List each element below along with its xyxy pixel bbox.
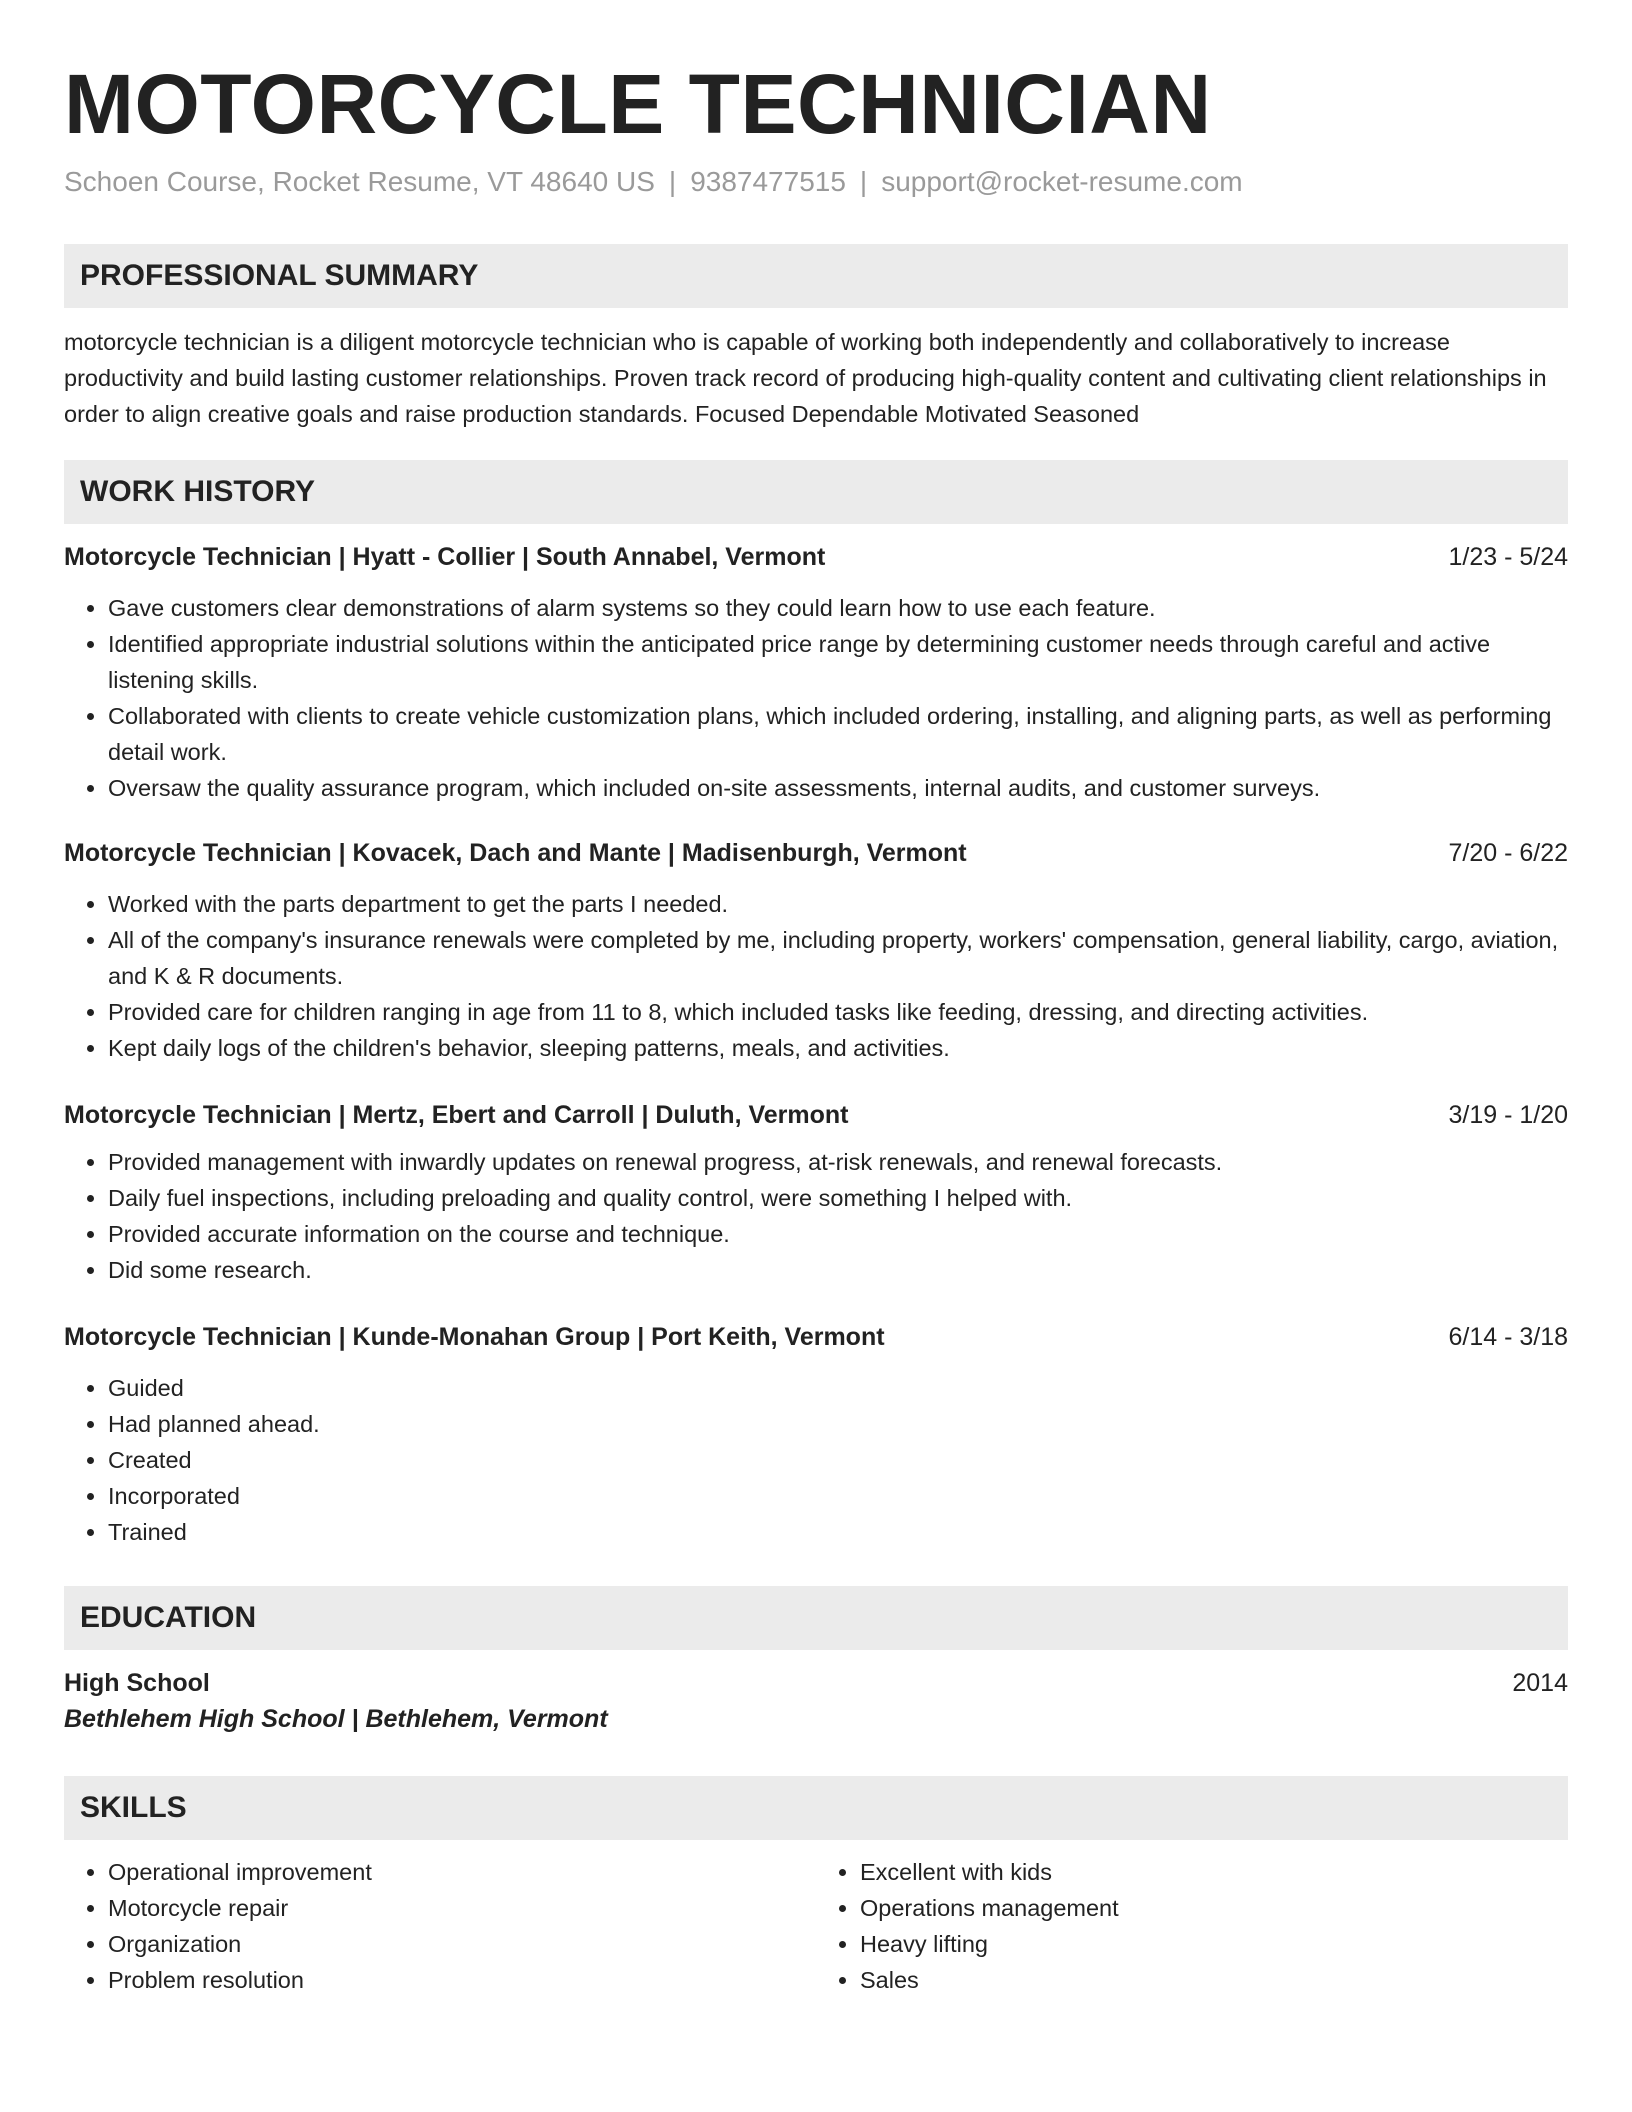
job-bullet-list: [64, 1370, 1568, 1550]
job-bullet: • Trained: [108, 1514, 1568, 1550]
summary-text: motorcycle technician is a diligent motorcycle technician who is capable of working both independently and collaboratively to increase productivity and build lasting customer relationships. Proven track record of producing high-quality content and cultivating client relationships in order to align creative goals and raise production standards. Focused Dependable Motivated Seasoned: [64, 329, 1547, 427]
education-year: 2014: [1512, 1669, 1568, 1697]
job-title: Motorcycle Technician | Mertz, Ebert and Carroll | Duluth, Vermont: [64, 1101, 849, 1129]
skill-item: • Operations management: [860, 1890, 1568, 1926]
job-entry: [64, 836, 1568, 1066]
job-bullet: • Incorporated: [108, 1478, 1568, 1514]
resume-title: MOTORCYCLE TECHNICIAN: [64, 57, 1212, 151]
job-bullet: • Provided accurate information on the course and technique.: [108, 1216, 1568, 1252]
job-bullet: • Oversaw the quality assurance program, which included on-site assessments, internal audits, and customer surveys.: [108, 770, 1568, 806]
skill-item: • Problem resolution: [108, 1962, 816, 1998]
job-bullet: • Created: [108, 1442, 1568, 1478]
education-school: Bethlehem High School | Bethlehem, Vermont: [64, 1705, 608, 1733]
job-bullet: • Had planned ahead.: [108, 1406, 1568, 1442]
job-bullet-list: [64, 590, 1568, 806]
section-heading-skills: SKILLS: [64, 1776, 1568, 1840]
contact-address: Schoen Course, Rocket Resume, VT 48640 US: [64, 166, 655, 197]
job-entry: [64, 1320, 1568, 1550]
job-bullet: • Provided management with inwardly updates on renewal progress, at-risk renewals, and renewal forecasts.: [108, 1144, 1568, 1180]
job-header: [64, 836, 1568, 870]
job-bullet: • Kept daily logs of the children's behavior, sleeping patterns, meals, and activities.: [108, 1030, 1568, 1066]
job-header: [64, 540, 1568, 574]
education-degree: High School: [64, 1669, 210, 1697]
contact-separator: |: [859, 166, 868, 197]
job-title: Motorcycle Technician | Kunde-Monahan Group | Port Keith, Vermont: [64, 1323, 885, 1351]
job-bullet: • Provided care for children ranging in age from 11 to 8, which included tasks like feeding, dressing, and directing activities.: [108, 994, 1568, 1030]
job-header: [64, 1320, 1568, 1354]
job-header: [64, 1098, 1568, 1132]
job-bullet: • All of the company's insurance renewals were completed by me, including property, workers' compensation, general liability, cargo, aviation, and K & R documents.: [108, 922, 1568, 994]
job-title: Motorcycle Technician | Kovacek, Dach and Mante | Madisenburgh, Vermont: [64, 839, 967, 867]
job-dates: 3/19 - 1/20: [1448, 1101, 1568, 1129]
section-heading-work-history: WORK HISTORY: [64, 460, 1568, 524]
contact-separator: |: [668, 166, 677, 197]
skills-list-left: [64, 1854, 816, 1998]
contact-line: [64, 164, 1568, 200]
skill-item: • Motorcycle repair: [108, 1890, 816, 1926]
job-dates: 7/20 - 6/22: [1448, 839, 1568, 867]
contact-phone: 9387477515: [690, 166, 846, 197]
section-heading-education: EDUCATION: [64, 1586, 1568, 1650]
job-title: Motorcycle Technician | Hyatt - Collier | South Annabel, Vermont: [64, 543, 826, 571]
skills-grid: [64, 1854, 1568, 1998]
job-bullet: • Identified appropriate industrial solutions within the anticipated price range by determining customer needs through careful and active listening skills.: [108, 626, 1568, 698]
job-dates: 6/14 - 3/18: [1448, 1323, 1568, 1351]
skills-list-right: [816, 1854, 1568, 1998]
job-bullet: • Guided: [108, 1370, 1568, 1406]
job-bullet: • Did some research.: [108, 1252, 1568, 1288]
job-bullet-list: [64, 886, 1568, 1066]
job-entry: [64, 1098, 1568, 1288]
skill-item: • Excellent with kids: [860, 1854, 1568, 1890]
skill-item: • Organization: [108, 1926, 816, 1962]
job-bullet: • Collaborated with clients to create vehicle customization plans, which included ordering, installing, and aligning parts, as well as performing detail work.: [108, 698, 1568, 770]
job-bullet: • Worked with the parts department to get the parts I needed.: [108, 886, 1568, 922]
skill-item: • Heavy lifting: [860, 1926, 1568, 1962]
job-entry: [64, 540, 1568, 806]
skill-item: • Operational improvement: [108, 1854, 816, 1890]
job-dates: 1/23 - 5/24: [1448, 543, 1568, 571]
job-bullet-list: [64, 1144, 1568, 1288]
section-heading-summary: PROFESSIONAL SUMMARY: [64, 244, 1568, 308]
job-bullet: • Daily fuel inspections, including preloading and quality control, were something I helped with.: [108, 1180, 1568, 1216]
skill-item: • Sales: [860, 1962, 1568, 1998]
job-bullet: • Gave customers clear demonstrations of alarm systems so they could learn how to use each feature.: [108, 590, 1568, 626]
education-header: [64, 1666, 1568, 1700]
contact-email: support@rocket-resume.com: [881, 166, 1243, 197]
